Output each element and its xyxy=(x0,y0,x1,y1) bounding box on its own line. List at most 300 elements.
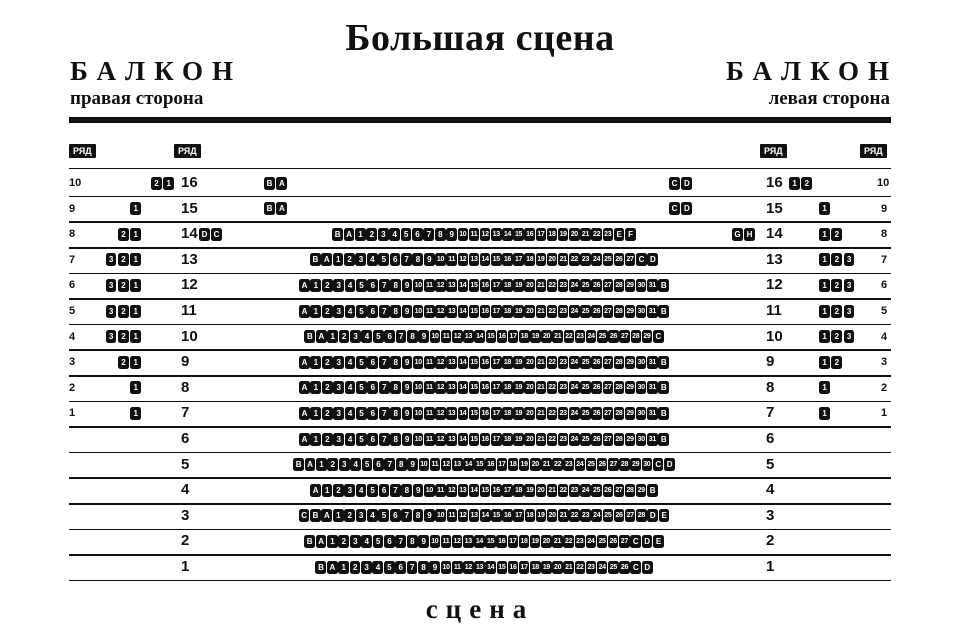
seat: 29 xyxy=(625,433,636,446)
seat-letter: H xyxy=(744,228,755,241)
seat: 24 xyxy=(586,330,597,343)
seat: 4 xyxy=(350,458,361,471)
seat: 9 xyxy=(446,228,457,241)
seat: 22 xyxy=(558,484,569,497)
seat: 23 xyxy=(558,407,569,420)
seat: 13 xyxy=(474,561,485,574)
seat-letter: А xyxy=(327,561,338,574)
seat: 15 xyxy=(513,228,524,241)
row-number-right: 3 xyxy=(766,506,775,524)
seat: 17 xyxy=(491,381,502,394)
seat: 21 xyxy=(536,356,547,369)
seat: 26 xyxy=(608,535,619,548)
seat-letter: C xyxy=(669,177,680,190)
seat: 17 xyxy=(491,305,502,318)
row-number-right: 12 xyxy=(766,276,783,294)
balcony-seat: 1 xyxy=(130,330,141,343)
seat-letter: В xyxy=(658,381,669,394)
seat: 29 xyxy=(625,279,636,292)
seat: 5 xyxy=(356,433,367,446)
seat: 29 xyxy=(630,458,641,471)
seat: 25 xyxy=(586,458,597,471)
seat: 25 xyxy=(603,253,614,266)
seat: 2 xyxy=(322,305,333,318)
seat-letter: В xyxy=(647,484,658,497)
seat: 5 xyxy=(401,228,412,241)
seat-letter: C xyxy=(669,202,680,215)
seat: 14 xyxy=(485,561,496,574)
seat: 29 xyxy=(625,407,636,420)
balcony-row-number: 8 xyxy=(881,228,888,241)
seat: 9 xyxy=(424,253,435,266)
row-divider xyxy=(69,221,891,223)
seat: 18 xyxy=(502,305,513,318)
seat: 29 xyxy=(642,330,653,343)
seat: 1 xyxy=(310,407,321,420)
balcony-seat: 3 xyxy=(844,305,855,318)
seat: 23 xyxy=(558,356,569,369)
seat: 25 xyxy=(580,279,591,292)
balcony-seat: 1 xyxy=(819,356,830,369)
seat: 17 xyxy=(491,279,502,292)
seat: 13 xyxy=(458,484,469,497)
seat: 13 xyxy=(463,535,474,548)
seat: 21 xyxy=(552,330,563,343)
seat: 3 xyxy=(333,381,344,394)
seat: 11 xyxy=(424,305,435,318)
seat-letter: E xyxy=(614,228,625,241)
row-number-left: 12 xyxy=(181,276,198,294)
seat: 14 xyxy=(502,228,513,241)
seat: 31 xyxy=(647,305,658,318)
seat: 22 xyxy=(547,279,558,292)
seat: 4 xyxy=(345,279,356,292)
seat: 24 xyxy=(597,561,608,574)
seat: 2 xyxy=(327,458,338,471)
seat-letter: F xyxy=(625,228,636,241)
seat: 4 xyxy=(367,509,378,522)
seat: 15 xyxy=(486,330,497,343)
seat: 19 xyxy=(536,509,547,522)
seat: 18 xyxy=(513,484,524,497)
seat-letter: D xyxy=(681,202,692,215)
balcony-row-number: 7 xyxy=(881,253,888,266)
seat: 25 xyxy=(580,433,591,446)
balcony-seat: 2 xyxy=(118,253,129,266)
seat: 16 xyxy=(485,458,496,471)
seat-letter: В xyxy=(304,535,315,548)
seat: 26 xyxy=(603,484,614,497)
row-number-left: 14 xyxy=(181,225,198,243)
seat-letter: D xyxy=(647,509,658,522)
seat: 22 xyxy=(569,253,580,266)
row-number-left: 1 xyxy=(181,558,190,575)
seat: 5 xyxy=(356,407,367,420)
seat: 5 xyxy=(356,279,367,292)
seat: 21 xyxy=(541,458,552,471)
seat: 12 xyxy=(480,228,491,241)
seat: 19 xyxy=(513,407,524,420)
seat: 20 xyxy=(530,458,541,471)
seat: 8 xyxy=(390,407,401,420)
seat-letter: D xyxy=(642,561,653,574)
row-divider xyxy=(69,273,891,275)
balcony-seat: 1 xyxy=(130,228,141,241)
seat: 13 xyxy=(463,330,474,343)
seat: 4 xyxy=(372,561,383,574)
seat: 9 xyxy=(402,279,413,292)
seat: 1 xyxy=(338,561,349,574)
seat: 30 xyxy=(636,381,647,394)
balcony-seat: 1 xyxy=(130,356,141,369)
seat: 15 xyxy=(469,433,480,446)
seat: 7 xyxy=(407,561,418,574)
balcony-row-number: 2 xyxy=(69,381,76,394)
seat: 6 xyxy=(390,253,401,266)
seat: 27 xyxy=(625,253,636,266)
seat: 20 xyxy=(552,561,563,574)
seat: 13 xyxy=(469,509,480,522)
seat: 18 xyxy=(502,279,513,292)
seat: 31 xyxy=(647,381,658,394)
seat: 6 xyxy=(412,228,423,241)
seat: 19 xyxy=(541,561,552,574)
seat: 16 xyxy=(480,279,491,292)
balcony-seat: 2 xyxy=(831,305,842,318)
row-divider xyxy=(69,196,891,198)
seat: 21 xyxy=(558,509,569,522)
seat-letter: В xyxy=(304,330,315,343)
balcony-row-number: 9 xyxy=(69,202,76,215)
seat: 19 xyxy=(513,433,524,446)
seat: 19 xyxy=(513,356,524,369)
seat: 16 xyxy=(524,228,535,241)
seat: 21 xyxy=(563,561,574,574)
seat: 7 xyxy=(384,458,395,471)
seat: 6 xyxy=(395,561,406,574)
seat: 15 xyxy=(485,535,496,548)
seat: 23 xyxy=(558,305,569,318)
seat-letter: D xyxy=(681,177,692,190)
seat: 12 xyxy=(435,305,446,318)
seat: 20 xyxy=(536,484,547,497)
seat-letter: C xyxy=(630,561,641,574)
seat: 28 xyxy=(619,458,630,471)
row-divider xyxy=(69,554,891,556)
seat: 11 xyxy=(424,433,435,446)
seat: 18 xyxy=(525,509,536,522)
balcony-seat: 2 xyxy=(118,279,129,292)
seat: 14 xyxy=(458,381,469,394)
seat: 26 xyxy=(608,330,619,343)
seat: 12 xyxy=(435,407,446,420)
balcony-seat: 2 xyxy=(831,279,842,292)
seat: 9 xyxy=(413,484,424,497)
row-number-right: 13 xyxy=(766,250,783,268)
seat: 11 xyxy=(441,535,452,548)
seat-letter: В xyxy=(310,509,321,522)
seat-letter: В xyxy=(264,177,275,190)
seat-letter: D xyxy=(664,458,675,471)
seat: 14 xyxy=(458,407,469,420)
seat: 10 xyxy=(419,458,430,471)
seat: 1 xyxy=(316,458,327,471)
balcony-seat: 1 xyxy=(819,202,830,215)
seat: 13 xyxy=(446,356,457,369)
balcony-seat: 1 xyxy=(130,305,141,318)
seat: 10 xyxy=(413,279,424,292)
seat-letter: А xyxy=(321,509,332,522)
seat: 23 xyxy=(558,433,569,446)
seat: 9 xyxy=(418,330,429,343)
seat: 17 xyxy=(513,253,524,266)
balcony-seat: 2 xyxy=(801,177,812,190)
seat: 11 xyxy=(430,458,441,471)
seat: 15 xyxy=(491,509,502,522)
balcony-row-number: 9 xyxy=(881,202,888,215)
seat: 17 xyxy=(502,484,513,497)
seat: 6 xyxy=(379,484,390,497)
seat: 8 xyxy=(413,509,424,522)
seat: 22 xyxy=(547,433,558,446)
balcony-right-side-title: БАЛКОН xyxy=(70,56,243,86)
balcony-seat: 2 xyxy=(831,228,842,241)
row-divider xyxy=(69,529,891,531)
seat-letter: C xyxy=(211,228,222,241)
seat: 12 xyxy=(435,381,446,394)
seat: 27 xyxy=(619,535,630,548)
seat: 7 xyxy=(379,407,390,420)
row-number-right: 11 xyxy=(766,302,782,319)
row-number-left: 11 xyxy=(181,302,197,319)
seat-letter: В xyxy=(315,561,326,574)
balcony-seat: 1 xyxy=(130,407,141,420)
seat: 21 xyxy=(536,305,547,318)
seat: 2 xyxy=(322,407,333,420)
row-divider xyxy=(69,503,891,505)
balcony-row-number: 2 xyxy=(881,381,888,394)
seat: 23 xyxy=(558,381,569,394)
row-divider xyxy=(69,324,891,326)
seat: 24 xyxy=(569,381,580,394)
seat-letter: E xyxy=(659,509,670,522)
seat: 24 xyxy=(569,305,580,318)
seat: 24 xyxy=(575,458,586,471)
seat: 4 xyxy=(345,305,356,318)
balcony-seat: 2 xyxy=(151,177,162,190)
seat: 28 xyxy=(614,305,625,318)
seat: 13 xyxy=(446,381,457,394)
seat: 10 xyxy=(413,305,424,318)
seat: 15 xyxy=(469,279,480,292)
seat: 26 xyxy=(591,407,602,420)
seat: 3 xyxy=(333,407,344,420)
seat: 18 xyxy=(524,253,535,266)
seat: 17 xyxy=(491,356,502,369)
seat: 7 xyxy=(396,330,407,343)
seat: 25 xyxy=(580,305,591,318)
seat: 14 xyxy=(469,484,480,497)
seat: 8 xyxy=(412,253,423,266)
seat: 8 xyxy=(390,279,401,292)
seat: 13 xyxy=(491,228,502,241)
seat: 10 xyxy=(424,484,435,497)
seat: 4 xyxy=(361,330,372,343)
seat: 24 xyxy=(569,433,580,446)
seat-letter: В xyxy=(293,458,304,471)
balcony-seat: 2 xyxy=(831,356,842,369)
balcony-seat: 1 xyxy=(130,381,141,394)
seat: 27 xyxy=(608,458,619,471)
seat: 12 xyxy=(452,330,463,343)
seat: 2 xyxy=(333,484,344,497)
seat: 29 xyxy=(625,356,636,369)
seat: 24 xyxy=(569,279,580,292)
seat: 23 xyxy=(558,279,569,292)
seat: 20 xyxy=(524,356,535,369)
seat: 20 xyxy=(524,433,535,446)
seat: 29 xyxy=(625,305,636,318)
row-divider xyxy=(69,426,891,428)
row-number-left: 5 xyxy=(181,455,190,473)
seat: 12 xyxy=(435,356,446,369)
seat: 2 xyxy=(322,433,333,446)
seat: 21 xyxy=(552,535,563,548)
seat: 1 xyxy=(310,279,321,292)
seat-letter: D xyxy=(642,535,653,548)
seat: 30 xyxy=(642,458,653,471)
seat: 10 xyxy=(435,509,446,522)
row-divider xyxy=(69,580,891,582)
balcony-row-number: 3 xyxy=(69,356,76,369)
balcony-row-number: 7 xyxy=(69,253,76,266)
seat: 7 xyxy=(395,535,406,548)
seat: 1 xyxy=(310,305,321,318)
seat: 13 xyxy=(446,279,457,292)
seat: 23 xyxy=(575,330,586,343)
seat: 11 xyxy=(469,228,480,241)
balcony-seat: 1 xyxy=(130,253,141,266)
seat: 3 xyxy=(350,535,361,548)
seat: 14 xyxy=(480,509,491,522)
seat: 6 xyxy=(373,458,384,471)
seat: 23 xyxy=(563,458,574,471)
seat: 11 xyxy=(441,330,452,343)
seat: 7 xyxy=(401,509,412,522)
seat-letter: В xyxy=(658,433,669,446)
seat: 19 xyxy=(558,228,569,241)
seat: 22 xyxy=(569,509,580,522)
seat: 10 xyxy=(430,535,441,548)
balcony-seat: 3 xyxy=(844,279,855,292)
seat: 28 xyxy=(614,356,625,369)
balcony-seat: 1 xyxy=(819,381,830,394)
seat-letter: C xyxy=(630,535,641,548)
seat: 8 xyxy=(390,305,401,318)
balcony-seat: 1 xyxy=(130,279,141,292)
seat: 19 xyxy=(530,535,541,548)
balcony-seat: 1 xyxy=(163,177,174,190)
seat-letter: В xyxy=(658,356,669,369)
seat: 17 xyxy=(497,458,508,471)
page-title: Большая сцена xyxy=(345,17,615,59)
seat-letter: А xyxy=(305,458,316,471)
seat: 28 xyxy=(614,279,625,292)
row-header-stalls-left: РЯД xyxy=(174,144,201,158)
seat: 25 xyxy=(597,330,608,343)
seat-letter: А xyxy=(310,484,321,497)
seat: 2 xyxy=(322,279,333,292)
seat: 1 xyxy=(333,253,344,266)
seat: 1 xyxy=(322,484,333,497)
balcony-seat: 2 xyxy=(118,330,129,343)
seat-letter: C xyxy=(636,253,647,266)
row-number-left: 9 xyxy=(181,353,190,371)
seat: 12 xyxy=(452,535,463,548)
seat: 8 xyxy=(390,356,401,369)
seat: 21 xyxy=(536,279,547,292)
seat: 16 xyxy=(480,433,491,446)
seat: 9 xyxy=(424,509,435,522)
seat: 9 xyxy=(402,305,413,318)
seat: 16 xyxy=(502,253,513,266)
seat: 11 xyxy=(424,356,435,369)
balcony-seat: 1 xyxy=(819,330,830,343)
seat: 8 xyxy=(435,228,446,241)
seat: 23 xyxy=(586,561,597,574)
row-number-right: 8 xyxy=(766,378,775,396)
seat: 31 xyxy=(647,433,658,446)
seat: 18 xyxy=(530,561,541,574)
seat: 28 xyxy=(625,484,636,497)
seat: 15 xyxy=(469,305,480,318)
seat: 25 xyxy=(580,407,591,420)
seat: 25 xyxy=(580,381,591,394)
seat: 5 xyxy=(356,381,367,394)
seat: 26 xyxy=(591,356,602,369)
seat: 11 xyxy=(435,484,446,497)
seat: 14 xyxy=(458,433,469,446)
row-divider xyxy=(69,477,891,479)
balcony-row-number: 4 xyxy=(69,330,76,343)
balcony-row-number: 5 xyxy=(69,305,76,317)
seat: 2 xyxy=(322,356,333,369)
seat: 26 xyxy=(591,433,602,446)
seat-letter: D xyxy=(199,228,210,241)
seat: 30 xyxy=(636,305,647,318)
seat: 24 xyxy=(580,484,591,497)
seat: 18 xyxy=(547,228,558,241)
seat: 3 xyxy=(333,305,344,318)
seat: 4 xyxy=(345,433,356,446)
balcony-row-number: 10 xyxy=(877,177,890,189)
seat: 8 xyxy=(396,458,407,471)
seat: 21 xyxy=(536,407,547,420)
seat: 14 xyxy=(463,458,474,471)
seat: 27 xyxy=(603,433,614,446)
seat: 8 xyxy=(390,433,401,446)
seat: 16 xyxy=(480,407,491,420)
seat: 3 xyxy=(361,561,372,574)
seat: 22 xyxy=(547,407,558,420)
seat: 7 xyxy=(401,253,412,266)
seat: 16 xyxy=(496,535,507,548)
seat: 22 xyxy=(575,561,586,574)
seat: 26 xyxy=(614,253,625,266)
seat: 10 xyxy=(435,253,446,266)
seat: 18 xyxy=(502,407,513,420)
balcony-seat: 1 xyxy=(819,228,830,241)
